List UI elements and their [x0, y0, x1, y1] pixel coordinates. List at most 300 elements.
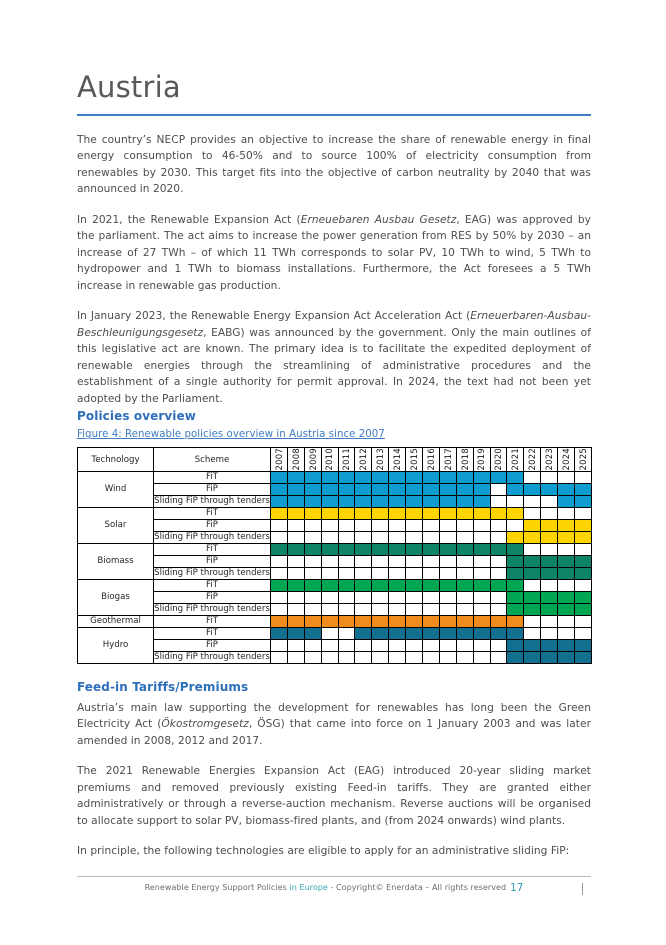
cell-hydro-2011	[338, 627, 355, 639]
cell-geothermal-2016	[423, 615, 440, 627]
year-label: 2022	[527, 448, 538, 471]
cell-wind-2015	[406, 471, 423, 483]
cell-hydro-2016	[423, 639, 440, 651]
cell-hydro-2007	[271, 627, 288, 639]
cell-biogas-2016	[423, 603, 440, 615]
year-label: 2018	[459, 448, 470, 471]
cell-solar-2010	[321, 519, 338, 531]
scheme-label: Sliding FiP through tenders	[154, 496, 270, 507]
paragraph-text: In January 2023, the Renewable Energy Expansion Act Acceleration Act (	[77, 310, 471, 323]
cell-biomass-2023	[541, 543, 558, 555]
cell-wind-2021	[507, 495, 524, 507]
cell-solar-2025	[575, 531, 592, 543]
cell-hydro-2007	[271, 651, 288, 663]
emphasis-text: Ökostromgesetz	[161, 718, 249, 731]
cell-biomass-2012	[355, 555, 372, 567]
cell-biomass-2011	[338, 543, 355, 555]
cell-biomass-2020	[490, 567, 507, 579]
cell-wind-2024	[558, 471, 575, 483]
cell-geothermal-2009	[304, 615, 321, 627]
cell-wind-2018	[456, 495, 473, 507]
cell-solar-2013	[372, 519, 389, 531]
cell-wind-2023	[541, 495, 558, 507]
technology-label-solar: Solar	[78, 507, 154, 543]
cell-biomass-2010	[321, 543, 338, 555]
cell-hydro-2013	[372, 651, 389, 663]
cell-wind-2024	[558, 495, 575, 507]
cell-solar-2008	[287, 531, 304, 543]
technology-label-biogas: Biogas	[78, 579, 154, 615]
cell-biogas-2015	[406, 603, 423, 615]
cell-solar-2011	[338, 519, 355, 531]
column-header-year-2012	[355, 448, 372, 472]
cell-biogas-2025	[575, 579, 592, 591]
cell-hydro-2024	[558, 639, 575, 651]
cell-biomass-2019	[473, 567, 490, 579]
cell-biogas-2009	[304, 579, 321, 591]
intro-paragraphs	[77, 132, 591, 408]
cell-hydro-2019	[473, 627, 490, 639]
cell-wind-2013	[372, 483, 389, 495]
cell-solar-2025	[575, 507, 592, 519]
column-header-year-2023	[541, 448, 558, 472]
cell-hydro-2017	[439, 627, 456, 639]
cell-biogas-2011	[338, 603, 355, 615]
cell-hydro-2008	[287, 627, 304, 639]
cell-biogas-2010	[321, 579, 338, 591]
year-label: 2011	[341, 448, 352, 471]
paragraph-text: Austria’s main law supporting the development for renewables has long been the Green Electricity Act (	[77, 701, 591, 731]
cell-biogas-2008	[287, 603, 304, 615]
cell-biomass-2022	[524, 543, 541, 555]
cell-hydro-2010	[321, 651, 338, 663]
cell-wind-2016	[423, 495, 440, 507]
cell-biogas-2023	[541, 591, 558, 603]
cell-hydro-2015	[406, 651, 423, 663]
cell-solar-2018	[456, 507, 473, 519]
table-row	[78, 555, 592, 567]
cell-hydro-2016	[423, 651, 440, 663]
cell-solar-2024	[558, 519, 575, 531]
title-divider	[77, 114, 591, 116]
cell-biogas-2018	[456, 579, 473, 591]
cell-biogas-2010	[321, 603, 338, 615]
table-body	[78, 471, 592, 663]
table-row	[78, 471, 592, 483]
cell-biogas-2012	[355, 591, 372, 603]
table-row	[78, 507, 592, 519]
column-header-year-2025	[575, 448, 592, 472]
cell-biogas-2014	[389, 579, 406, 591]
cell-wind-2011	[338, 471, 355, 483]
cell-wind-2007	[271, 483, 288, 495]
cell-wind-2010	[321, 483, 338, 495]
cell-biomass-2015	[406, 567, 423, 579]
cell-wind-2022	[524, 495, 541, 507]
cell-hydro-2008	[287, 651, 304, 663]
cell-biomass-2016	[423, 555, 440, 567]
cell-biomass-2008	[287, 567, 304, 579]
cell-solar-2008	[287, 519, 304, 531]
cell-solar-2014	[389, 507, 406, 519]
cell-wind-2011	[338, 483, 355, 495]
cell-solar-2017	[439, 531, 456, 543]
cell-wind-2022	[524, 471, 541, 483]
year-label: 2016	[425, 448, 436, 471]
column-header-scheme: Scheme	[154, 448, 271, 472]
cell-solar-2011	[338, 531, 355, 543]
cell-biomass-2025	[575, 555, 592, 567]
cell-solar-2012	[355, 507, 372, 519]
cell-biogas-2007	[271, 591, 288, 603]
policies-overview-heading: Policies overview	[77, 409, 196, 424]
cell-solar-2015	[406, 519, 423, 531]
cell-solar-2019	[473, 519, 490, 531]
cell-biogas-2013	[372, 603, 389, 615]
cell-biomass-2017	[439, 555, 456, 567]
table-header-row	[78, 448, 592, 472]
cell-biogas-2025	[575, 591, 592, 603]
cell-hydro-2021	[507, 627, 524, 639]
column-header-year-2020	[490, 448, 507, 472]
footer-divider	[77, 876, 591, 877]
cell-solar-2022	[524, 519, 541, 531]
cell-hydro-2009	[304, 639, 321, 651]
cell-hydro-2007	[271, 639, 288, 651]
technology-label-biomass: Biomass	[78, 543, 154, 579]
column-header-year-2017	[439, 448, 456, 472]
cell-biogas-2012	[355, 603, 372, 615]
cell-solar-2012	[355, 531, 372, 543]
column-header-year-2018	[456, 448, 473, 472]
cell-solar-2025	[575, 519, 592, 531]
cell-biogas-2008	[287, 591, 304, 603]
column-header-year-2021	[507, 448, 524, 472]
column-header-year-2013	[372, 448, 389, 472]
column-header-year-2024	[558, 448, 575, 472]
cell-biomass-2009	[304, 543, 321, 555]
cell-biomass-2017	[439, 543, 456, 555]
cell-wind-2025	[575, 471, 592, 483]
cell-biomass-2020	[490, 555, 507, 567]
year-label: 2019	[476, 448, 487, 471]
cell-biomass-2023	[541, 567, 558, 579]
cell-wind-2023	[541, 483, 558, 495]
cell-biomass-2024	[558, 567, 575, 579]
year-label: 2025	[577, 448, 588, 471]
cell-geothermal-2023	[541, 615, 558, 627]
cell-geothermal-2011	[338, 615, 355, 627]
paragraph-p1	[77, 132, 591, 198]
paragraph-text: , ÖSG) that came into force on 1 January 2003 and was later amended in 2008, 2012 and 2017.	[77, 718, 591, 747]
cell-hydro-2015	[406, 627, 423, 639]
cell-biomass-2014	[389, 567, 406, 579]
cell-wind-2009	[304, 471, 321, 483]
footer-rule-mark	[582, 883, 583, 895]
cell-wind-2009	[304, 483, 321, 495]
cell-solar-2020	[490, 519, 507, 531]
cell-biogas-2007	[271, 579, 288, 591]
cell-biomass-2013	[372, 555, 389, 567]
cell-biogas-2021	[507, 591, 524, 603]
cell-geothermal-2013	[372, 615, 389, 627]
cell-solar-2019	[473, 531, 490, 543]
cell-biogas-2011	[338, 579, 355, 591]
cell-biomass-2025	[575, 543, 592, 555]
cell-solar-2020	[490, 531, 507, 543]
cell-solar-2013	[372, 531, 389, 543]
cell-wind-2008	[287, 483, 304, 495]
cell-geothermal-2017	[439, 615, 456, 627]
cell-biomass-2016	[423, 543, 440, 555]
cell-solar-2018	[456, 531, 473, 543]
cell-biomass-2014	[389, 543, 406, 555]
cell-solar-2010	[321, 507, 338, 519]
cell-biogas-2016	[423, 591, 440, 603]
cell-wind-2015	[406, 483, 423, 495]
cell-biomass-2019	[473, 555, 490, 567]
cell-biomass-2012	[355, 567, 372, 579]
cell-hydro-2017	[439, 639, 456, 651]
cell-hydro-2014	[389, 639, 406, 651]
cell-hydro-2020	[490, 627, 507, 639]
paragraph-text: , EAG) was approved by the parliament. The act aims to increase the power generation from RES by 50% by 2030 – an increase of 27 TWh – of which 11 TWh corresponds to solar PV, 10 TWh to wind, 5 TWh to hydropower and 1 TWh to biomass installations. Furthermore, the Act foresees a 5 TWh increase in renewable gas production.	[77, 213, 591, 292]
technology-label-wind: Wind	[78, 471, 154, 507]
cell-biomass-2014	[389, 555, 406, 567]
table-row	[78, 567, 592, 579]
cell-wind-2018	[456, 471, 473, 483]
emphasis-text: Erneuebaren Ausbau Gesetz	[300, 213, 457, 226]
cell-biogas-2019	[473, 579, 490, 591]
cell-geothermal-2008	[287, 615, 304, 627]
cell-hydro-2008	[287, 639, 304, 651]
cell-solar-2018	[456, 519, 473, 531]
cell-biomass-2008	[287, 543, 304, 555]
cell-biomass-2013	[372, 543, 389, 555]
cell-hydro-2023	[541, 651, 558, 663]
cell-biogas-2020	[490, 591, 507, 603]
cell-solar-2021	[507, 507, 524, 519]
cell-hydro-2019	[473, 651, 490, 663]
cell-biomass-2017	[439, 567, 456, 579]
cell-biomass-2009	[304, 567, 321, 579]
column-header-year-2007	[271, 448, 288, 472]
cell-biogas-2024	[558, 603, 575, 615]
cell-hydro-2024	[558, 651, 575, 663]
cell-biogas-2014	[389, 603, 406, 615]
cell-biomass-2021	[507, 543, 524, 555]
table-row	[78, 519, 592, 531]
cell-wind-2014	[389, 483, 406, 495]
scheme-label: Sliding FiP through tenders	[154, 568, 270, 579]
cell-wind-2019	[473, 471, 490, 483]
cell-biomass-2007	[271, 567, 288, 579]
cell-wind-2014	[389, 471, 406, 483]
cell-solar-2014	[389, 519, 406, 531]
cell-wind-2008	[287, 471, 304, 483]
cell-wind-2021	[507, 471, 524, 483]
cell-biomass-2024	[558, 543, 575, 555]
cell-hydro-2021	[507, 651, 524, 663]
scheme-label: FiT	[154, 615, 271, 627]
scheme-label: FiT	[154, 507, 271, 519]
cell-hydro-2009	[304, 627, 321, 639]
paragraph-text: The 2021 Renewable Energies Expansion Act (EAG) introduced 20-year sliding market premiums and removed previously existing Feed-in tariffs. They are granted either administratively or through a reverse-auction mechanism. Reverse auctions will be organised to allocate support to solar PV, biomass-fired plants, and (from 2024 onwards) wind plants.	[77, 765, 591, 827]
column-header-year-2010	[321, 448, 338, 472]
cell-wind-2018	[456, 483, 473, 495]
paragraph-p2	[77, 212, 591, 295]
column-header-year-2008	[287, 448, 304, 472]
cell-solar-2024	[558, 507, 575, 519]
cell-biomass-2018	[456, 555, 473, 567]
cell-wind-2011	[338, 495, 355, 507]
cell-hydro-2015	[406, 639, 423, 651]
cell-geothermal-2015	[406, 615, 423, 627]
cell-solar-2016	[423, 519, 440, 531]
cell-hydro-2018	[456, 627, 473, 639]
cell-solar-2023	[541, 507, 558, 519]
cell-geothermal-2025	[575, 615, 592, 627]
cell-wind-2007	[271, 495, 288, 507]
cell-biogas-2018	[456, 603, 473, 615]
year-label: 2008	[290, 448, 301, 471]
cell-geothermal-2024	[558, 615, 575, 627]
figure-caption[interactable]: Figure 4: Renewable policies overview in Austria since 2007	[77, 429, 385, 441]
cell-biogas-2017	[439, 603, 456, 615]
cell-biogas-2008	[287, 579, 304, 591]
cell-hydro-2012	[355, 627, 372, 639]
cell-wind-2017	[439, 495, 456, 507]
column-header-year-2015	[406, 448, 423, 472]
cell-wind-2021	[507, 483, 524, 495]
cell-solar-2021	[507, 519, 524, 531]
column-header-year-2019	[473, 448, 490, 472]
table-row	[78, 495, 592, 507]
cell-solar-2012	[355, 519, 372, 531]
cell-biomass-2013	[372, 567, 389, 579]
feed-in-tariffs-heading: Feed-in Tariffs/Premiums	[77, 679, 249, 694]
cell-hydro-2018	[456, 651, 473, 663]
cell-biogas-2014	[389, 591, 406, 603]
cell-biomass-2015	[406, 555, 423, 567]
cell-wind-2015	[406, 495, 423, 507]
footer-text-before: Renewable Energy Support Policies	[144, 883, 290, 892]
cell-solar-2014	[389, 531, 406, 543]
year-label: 2009	[307, 448, 318, 471]
cell-hydro-2013	[372, 627, 389, 639]
cell-wind-2013	[372, 495, 389, 507]
cell-hydro-2024	[558, 627, 575, 639]
cell-wind-2016	[423, 483, 440, 495]
paragraph-p3	[77, 308, 591, 407]
cell-hydro-2022	[524, 651, 541, 663]
cell-hydro-2012	[355, 639, 372, 651]
cell-hydro-2023	[541, 639, 558, 651]
scheme-label: FiP	[154, 483, 271, 495]
cell-geothermal-2007	[271, 615, 288, 627]
cell-wind-2023	[541, 471, 558, 483]
cell-biogas-2015	[406, 579, 423, 591]
cell-biomass-2023	[541, 555, 558, 567]
cell-solar-2011	[338, 507, 355, 519]
cell-biomass-2021	[507, 567, 524, 579]
scheme-label: FiP	[154, 555, 271, 567]
table-head	[78, 448, 592, 472]
page-content	[77, 72, 591, 860]
paragraph-text: , EABG) was announced by the government. Only the main outlines of this legislative act are known. The primary idea is to facilitate the expedited deployment of renewable energies through the streamlining of administrative procedures and the establishment of a single authority for permit approval. In 2024, the text had not been yet adopted by the Parliament.	[77, 326, 591, 405]
cell-biomass-2025	[575, 567, 592, 579]
cell-biogas-2013	[372, 591, 389, 603]
cell-biomass-2015	[406, 543, 423, 555]
cell-wind-2010	[321, 495, 338, 507]
policies-overview-table	[77, 447, 592, 664]
cell-wind-2007	[271, 471, 288, 483]
year-label: 2010	[324, 448, 335, 471]
page-title: Austria	[77, 70, 181, 104]
table-row	[78, 543, 592, 555]
table-row	[78, 531, 592, 543]
cell-biogas-2012	[355, 579, 372, 591]
technology-label-hydro: Hydro	[78, 627, 154, 663]
cell-hydro-2020	[490, 651, 507, 663]
cell-geothermal-2018	[456, 615, 473, 627]
cell-biogas-2015	[406, 591, 423, 603]
cell-solar-2023	[541, 531, 558, 543]
cell-hydro-2011	[338, 651, 355, 663]
column-header-year-2016	[423, 448, 440, 472]
cell-biogas-2023	[541, 603, 558, 615]
cell-solar-2007	[271, 507, 288, 519]
scheme-label: FiP	[154, 639, 271, 651]
cell-wind-2013	[372, 471, 389, 483]
cell-solar-2016	[423, 507, 440, 519]
year-label: 2012	[358, 448, 369, 471]
year-label: 2015	[408, 448, 419, 471]
year-label: 2013	[375, 448, 386, 471]
cell-biogas-2023	[541, 579, 558, 591]
cell-hydro-2019	[473, 639, 490, 651]
cell-wind-2017	[439, 483, 456, 495]
cell-geothermal-2010	[321, 615, 338, 627]
cell-solar-2021	[507, 531, 524, 543]
cell-biogas-2022	[524, 603, 541, 615]
cell-biogas-2016	[423, 579, 440, 591]
cell-solar-2017	[439, 507, 456, 519]
year-label: 2007	[273, 448, 284, 471]
cell-wind-2020	[490, 495, 507, 507]
cell-biogas-2025	[575, 603, 592, 615]
paragraph-text: In principle, the following technologies are eligible to apply for an administrative sliding FiP:	[77, 845, 570, 858]
cell-biogas-2021	[507, 579, 524, 591]
footer-text-after: - Copyright© Enerdata – All rights reserved	[327, 883, 507, 892]
cell-wind-2025	[575, 483, 592, 495]
scheme-label: FiT	[154, 471, 271, 483]
technology-label-geothermal: Geothermal	[78, 615, 154, 627]
scheme-label: Sliding FiP through tenders	[154, 532, 270, 543]
cell-biomass-2022	[524, 555, 541, 567]
cell-solar-2020	[490, 507, 507, 519]
cell-solar-2024	[558, 531, 575, 543]
cell-wind-2014	[389, 495, 406, 507]
cell-biogas-2009	[304, 603, 321, 615]
cell-biogas-2011	[338, 591, 355, 603]
column-header-year-2011	[338, 448, 355, 472]
cell-geothermal-2022	[524, 615, 541, 627]
cell-solar-2022	[524, 531, 541, 543]
scheme-label: FiP	[154, 519, 271, 531]
cell-biomass-2019	[473, 543, 490, 555]
cell-wind-2022	[524, 483, 541, 495]
